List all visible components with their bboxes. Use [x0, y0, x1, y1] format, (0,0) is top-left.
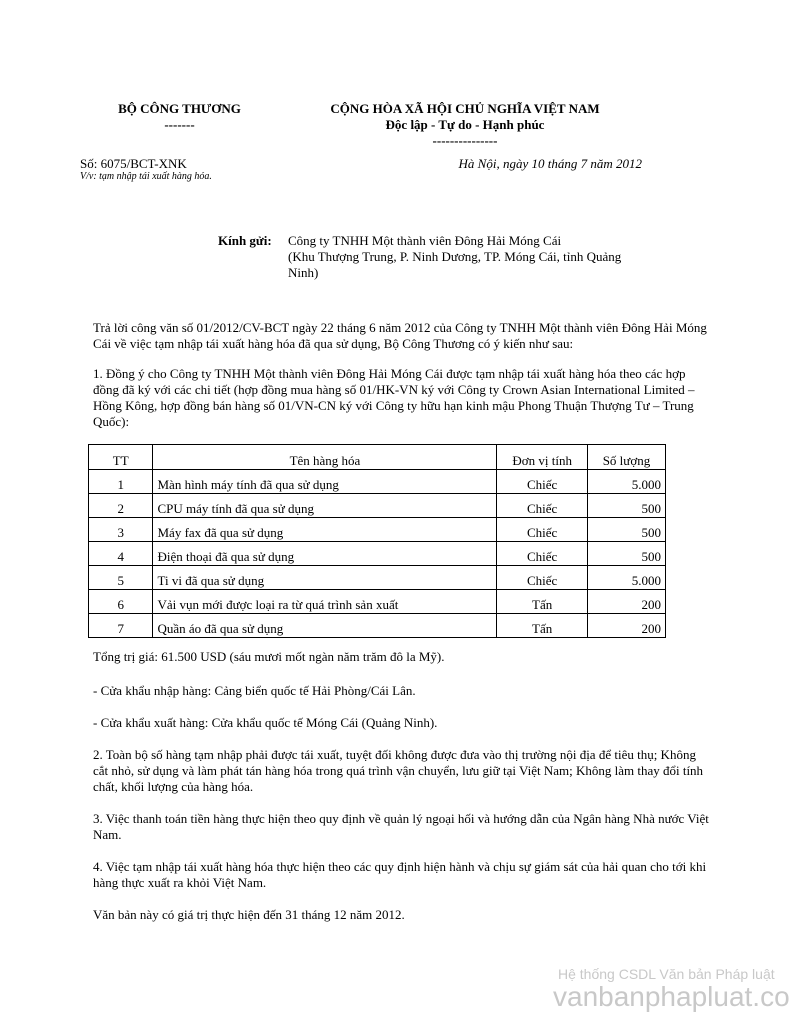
recipient-label: Kính gửi: [218, 233, 272, 248]
nation-title: CỘNG HÒA XÃ HỘI CHỦ NGHĨA VIỆT NAM [330, 101, 600, 116]
cell-quantity: 200 [587, 590, 665, 614]
cell-tt: 7 [89, 614, 153, 638]
cell-tt: 6 [89, 590, 153, 614]
cell-quantity: 200 [587, 614, 665, 638]
cell-unit: Chiếc [497, 494, 588, 518]
cell-goods-name: Quần áo đã qua sử dụng [153, 614, 497, 638]
cell-unit: Chiếc [497, 518, 588, 542]
watermark-site: vanbanphapluat.co [553, 981, 790, 1012]
header-quantity: Số lượng [587, 445, 665, 470]
cell-quantity: 5.000 [587, 566, 665, 590]
motto-rule: --------------- [432, 133, 498, 148]
header-tt: TT [89, 445, 153, 470]
goods-table [88, 444, 666, 638]
doc-subject: V/v: tạm nhập tái xuất hàng hóa. [80, 171, 212, 182]
cell-tt: 2 [89, 494, 153, 518]
item4-paragraph: 4. Việc tạm nhập tái xuất hàng hóa thực hiện theo các quy định hiện hành và chịu sự giám sát của hải quan cho tới khi hàng thực xuất ra khỏi Việt Nam. [93, 859, 707, 890]
table-row [89, 470, 666, 494]
cell-quantity: 5.000 [587, 470, 665, 494]
ministry-rule: ------- [164, 117, 195, 132]
validity-paragraph: Văn bản này có giá trị thực hiện đến 31 tháng 12 năm 2012. [93, 907, 405, 922]
cell-unit: Chiếc [497, 566, 588, 590]
cell-goods-name: Ti vi đã qua sử dụng [153, 566, 497, 590]
cell-goods-name: Vải vụn mới được loại ra từ quá trình sản xuất [153, 590, 497, 614]
table-row [89, 566, 666, 590]
export-gate: - Cửa khẩu xuất hàng: Cửa khẩu quốc tế Móng Cái (Quảng Ninh). [93, 715, 438, 730]
cell-unit: Tấn [497, 614, 588, 638]
recipient-address: (Khu Thượng Trung, P. Ninh Dương, TP. Móng Cái, tỉnh Quảng Ninh) [288, 249, 622, 280]
cell-quantity: 500 [587, 542, 665, 566]
cell-tt: 3 [89, 518, 153, 542]
cell-goods-name: Máy fax đã qua sử dụng [153, 518, 497, 542]
ministry-block [97, 101, 262, 133]
cell-tt: 1 [89, 470, 153, 494]
table-row [89, 542, 666, 566]
recipient-name: Công ty TNHH Một thành viên Đông Hải Móng Cái [288, 233, 562, 248]
table-row [89, 494, 666, 518]
nation-block [315, 101, 615, 149]
ministry-name: BỘ CÔNG THƯƠNG [118, 101, 241, 116]
motto: Độc lập - Tự do - Hạnh phúc [385, 117, 545, 132]
table-row [89, 518, 666, 542]
cell-quantity: 500 [587, 518, 665, 542]
item2-paragraph: 2. Toàn bộ số hàng tạm nhập phải được tái xuất, tuyệt đối không được đưa vào thị trường nội địa để tiêu thụ; Không cắt nhỏ, sử dụng và làm phát tán hàng hóa trong quá trình vận chuyển, lưu giữ tại Việt Nam; Không làm thay đổi tính chất, khối lượng của hàng hóa. [93, 747, 704, 794]
cell-unit: Chiếc [497, 542, 588, 566]
table-header-row [89, 445, 666, 470]
recipient-block [288, 233, 638, 281]
date-line: Hà Nội, ngày 10 tháng 7 năm 2012 [458, 156, 642, 171]
header-goods-name: Tên hàng hóa [153, 445, 497, 470]
cell-tt: 5 [89, 566, 153, 590]
cell-unit: Tấn [497, 590, 588, 614]
cell-goods-name: Màn hình máy tính đã qua sử dụng [153, 470, 497, 494]
cell-goods-name: Điện thoại đã qua sử dụng [153, 542, 497, 566]
import-gate: - Cửa khẩu nhập hàng: Cảng biển quốc tế Hải Phòng/Cái Lân. [93, 683, 416, 698]
table-row [89, 614, 666, 638]
header-unit: Đơn vị tính [497, 445, 588, 470]
table-row [89, 590, 666, 614]
cell-tt: 4 [89, 542, 153, 566]
cell-goods-name: CPU máy tính đã qua sử dụng [153, 494, 497, 518]
item3-paragraph: 3. Việc thanh toán tiền hàng thực hiện theo quy định về quản lý ngoại hối và hướng dẫn của Ngân hàng Nhà nước Việt Nam. [93, 811, 709, 842]
doc-number: Số: 6075/BCT-XNK [80, 156, 187, 171]
cell-unit: Chiếc [497, 470, 588, 494]
item1-paragraph: 1. Đồng ý cho Công ty TNHH Một thành viên Đông Hải Móng Cái được tạm nhập tái xuất hàng hóa theo các hợp đồng đã ký với các chi tiết (hợp đồng mua hàng số 01/HK-VN ký với Công ty Crown Asian International Limited – Hồng Kông, hợp đồng bán hàng số 01/VN-CN ký với Công ty hữu hạn kinh mậu Phong Thuận Thượng Tư – Trung Quốc): [93, 366, 695, 429]
total-value: Tổng trị giá: 61.500 USD (sáu mươi mốt ngàn năm trăm đô la Mỹ). [93, 649, 445, 664]
cell-quantity: 500 [587, 494, 665, 518]
intro-paragraph: Trả lời công văn số 01/2012/CV-BCT ngày 22 tháng 6 năm 2012 của Công ty TNHH Một thành viên Đông Hải Móng Cái về việc tạm nhập tái xuất hàng hóa đã qua sử dụng, Bộ Công Thương có ý kiến như sau: [93, 320, 707, 351]
watermark-caption: Hệ thống CSDL Văn bản Pháp luật [558, 966, 775, 982]
